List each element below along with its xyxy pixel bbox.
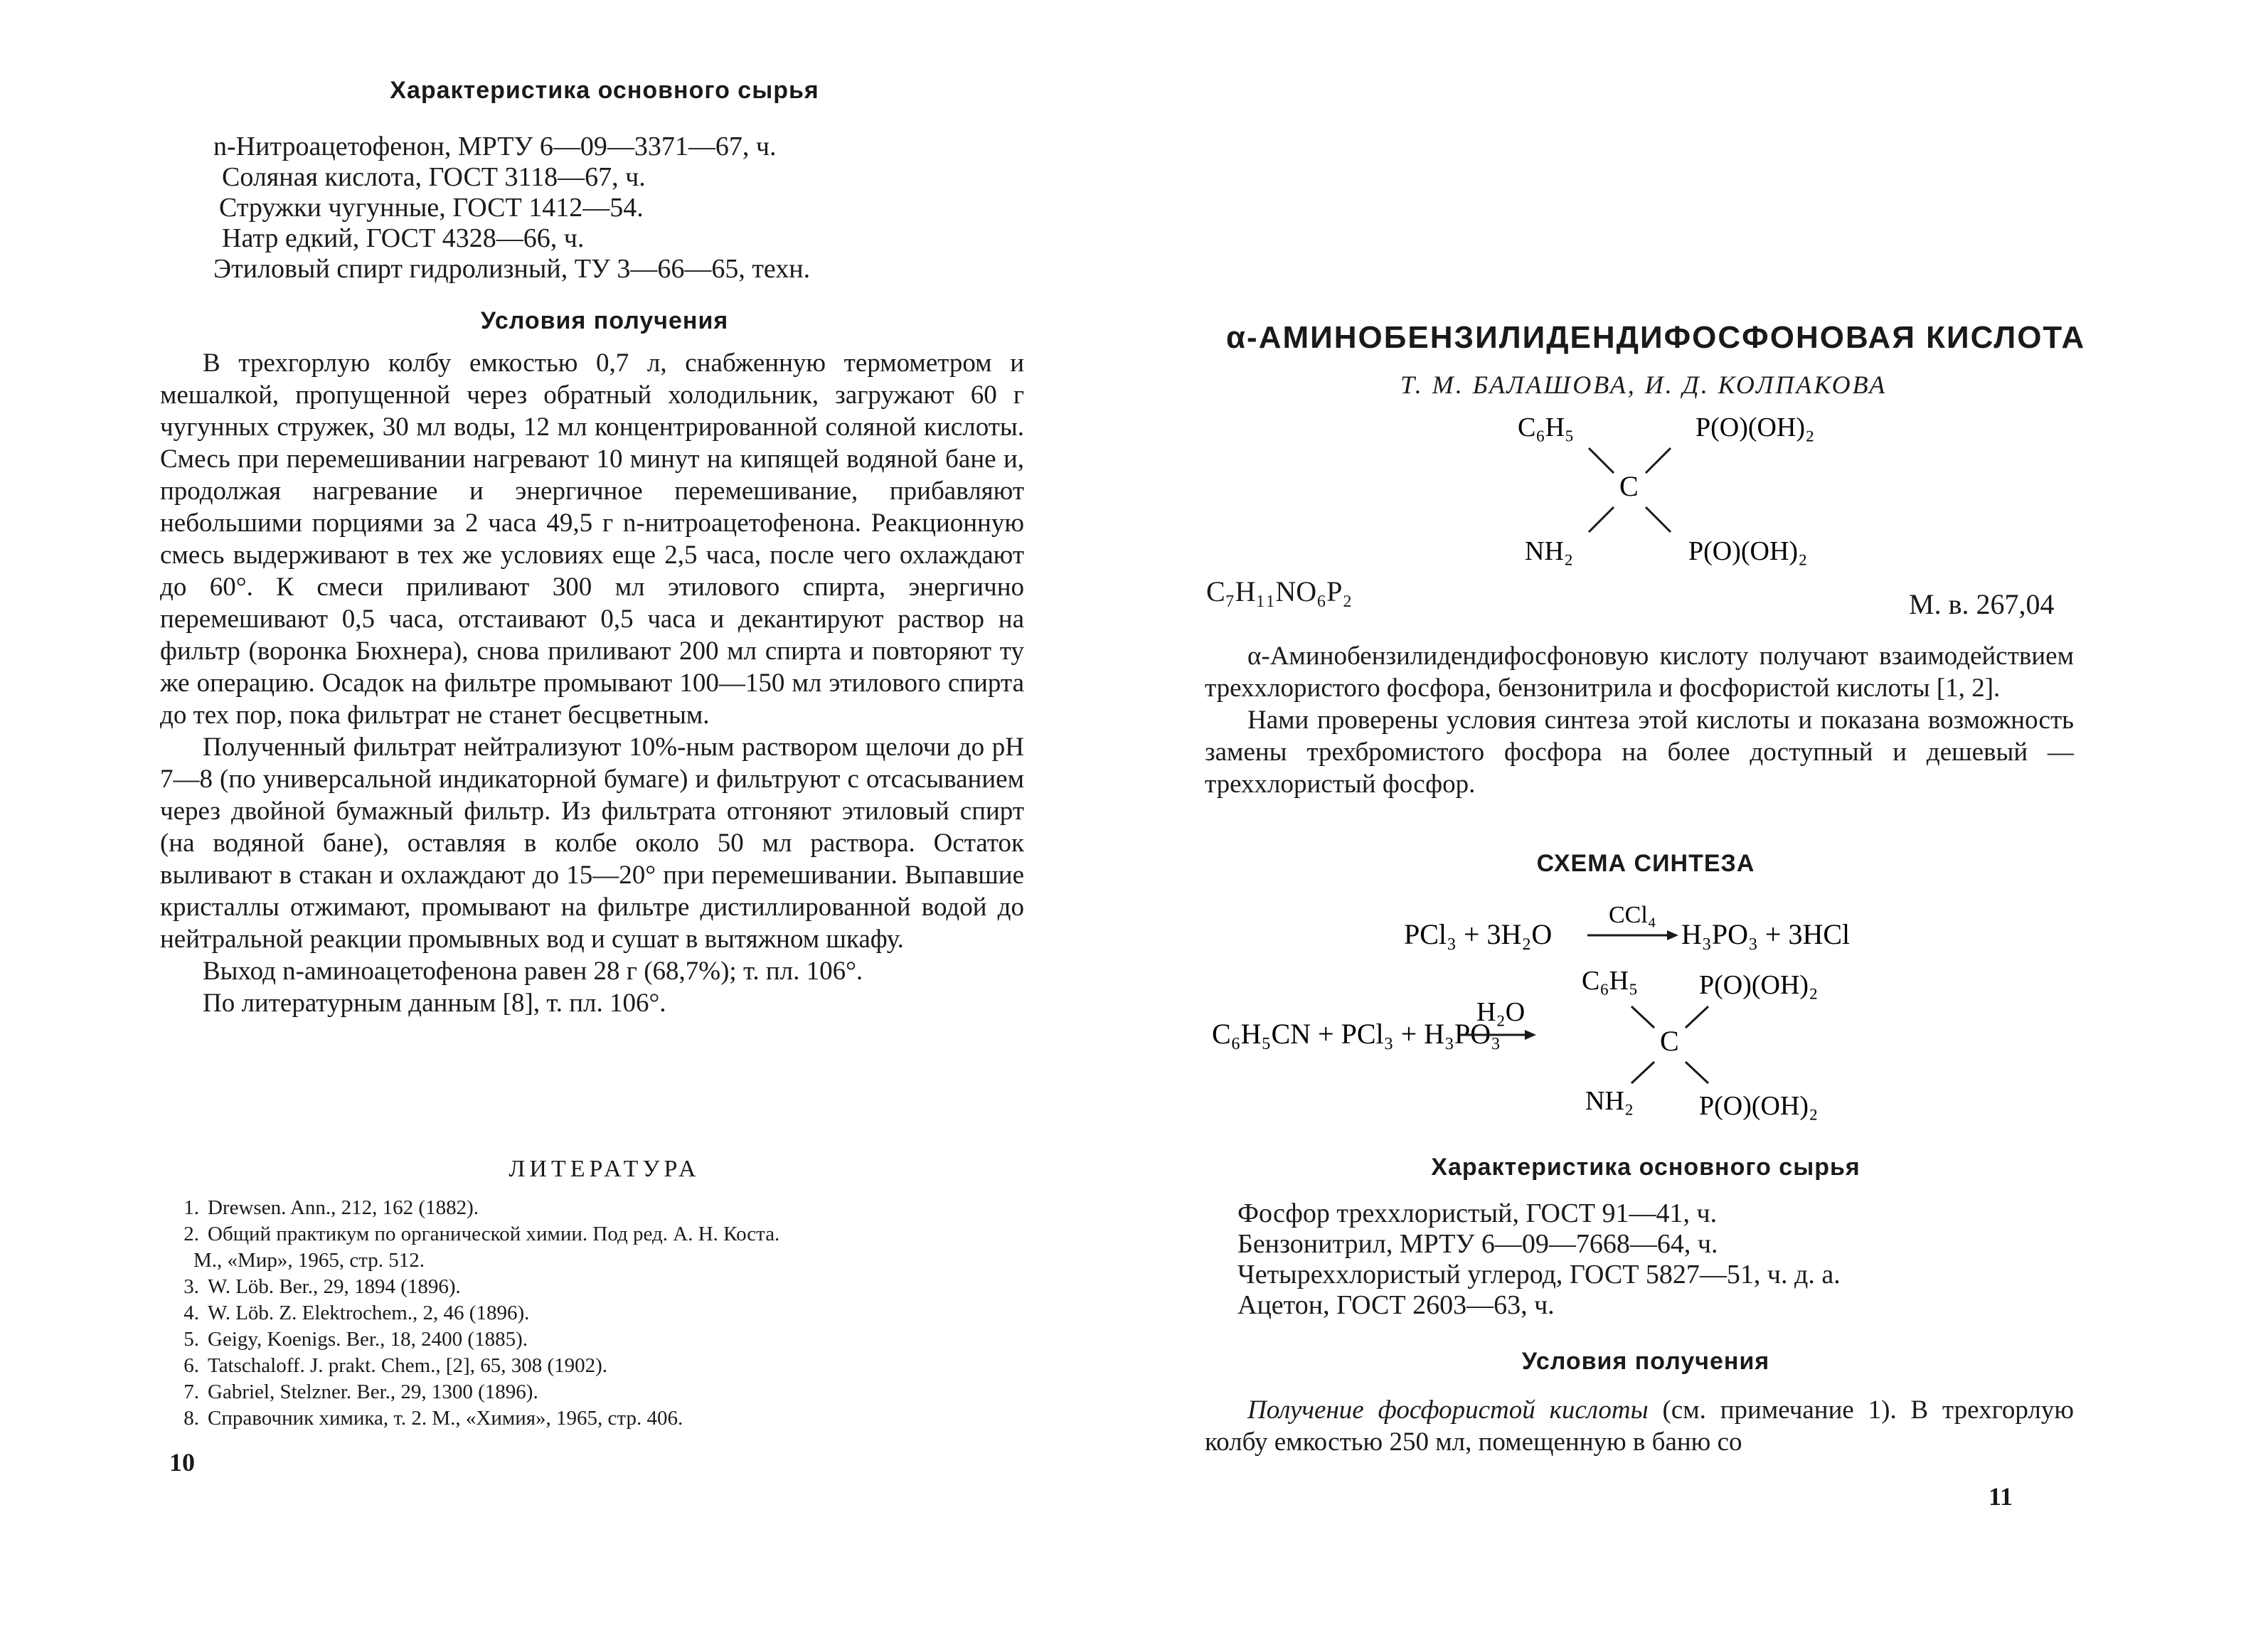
article-title: α-АМИНОБЕНЗИЛИДЕНДИФОСФОНОВАЯ КИСЛОТА [1226, 320, 2086, 355]
eq2-product-top-right: P(O)(OH)₂ [1699, 970, 1819, 1000]
eq1-products: H₃PO₃ + 3HCl [1681, 918, 1851, 950]
references-list [171, 1195, 1060, 1432]
bond-line [1631, 1062, 1654, 1083]
raw-materials-list-left [213, 132, 996, 284]
page-number-left: 10 [169, 1448, 195, 1477]
molecular-weight: М. в. 267,04 [1909, 588, 2055, 620]
page-number-right: 11 [1989, 1482, 2013, 1511]
paragraph: Полученный фильтрат нейтрализуют 10%-ным раствором щелочи до pH 7—8 (по универсальной индикаторной бумаге) и фильтруют с отсасыванием через двойной бумажный фильтр. Из фильтрата отгоняют этиловый спирт (на водяной бане), оставляя в колбе около 50 мл раствора. Остаток выливают в стакан и охлаждают до 15—20° при перемешивании. Выпавшие кристаллы отжимают, промывают на фильтре дистиллированной водой до нейтральной реакции промывных вод и сушат в вытяжном шкафу. [160, 733, 1024, 954]
paragraph: Выход n-аминоацетофенона равен 28 г (68,7%); т. пл. 106°. [203, 957, 863, 986]
bond-line [1589, 448, 1614, 473]
article-authors: Т. М. БАЛАШОВА, И. Д. КОЛПАКОВА [1400, 371, 1888, 399]
body-text-right-top [1205, 640, 2074, 800]
literature-heading: ЛИТЕРАТУРА [509, 1156, 701, 1182]
raw-materials-list-right [1237, 1198, 2091, 1321]
raw-material-item: Фосфор треххлористый, ГОСТ 91—41, ч. [1237, 1198, 1718, 1228]
reference-item: М., «Мир», 1965, стр. 512. [193, 1249, 425, 1272]
paragraph: По литературным данным [8], т. пл. 106°. [203, 989, 666, 1018]
paragraph: α-Аминобензилидендифосфоновую кислоту получают взаимодействием треххлористого фосфора, бензонитрила и фосфористой кислоты [1, 2]. [1205, 642, 2074, 703]
molecular-formula: C₇H₁₁NO₆P₂ [1206, 575, 1353, 607]
arrow-head [1525, 1030, 1536, 1040]
eq1-reactants: PCl₃ + 3H₂O [1404, 918, 1553, 950]
eq2-product-top-left: C₆H₅ [1582, 966, 1639, 996]
eq2-product-bottom-right: P(O)(OH)₂ [1699, 1091, 1819, 1121]
eq2-reagent: H₂O [1476, 997, 1526, 1027]
body-text-left [160, 347, 1024, 1019]
structure-bottom-left: NH₂ [1525, 536, 1574, 566]
raw-material-item: Стружки чугунные, ГОСТ 1412—54. [219, 193, 644, 223]
reaction-equation-2 [1205, 957, 2129, 1134]
raw-materials-heading-left: Характеристика основного сырья [390, 77, 819, 104]
eq2-product-bottom-left: NH₂ [1585, 1086, 1634, 1116]
paragraph: Нами проверены условия синтеза этой кислоты и показана возможность замены трехбромистого фосфора на более доступный и дешевый — треххлористый фосфор. [1205, 706, 2074, 799]
eq2-reactants: C₆H₅CN + PCl₃ + H₃PO₃ [1212, 1018, 1501, 1050]
paragraph: В трехгорлую колбу емкостью 0,7 л, снабженную термометром и мешалкой, пропущенной через обратный холодильник, загружают 60 г чугунных стружек, 30 мл воды, 12 мл концентрированной соляной кислоты. Смесь при перемешивании нагревают 10 минут на кипящей водяной бане и, продолжая нагревание и энергичное перемешивание, прибавляют небольшими порциями за 2 часа 49,5 г n-нитроацетофенона. Реакционную смесь выдерживают в тех же условиях еще 2,5 часа, после чего охлаждают до 60°. К смеси приливают 300 мл этилового спирта, энергично перемешивают 0,5 часа, отстаивают 0,5 часа и декантируют раствор на фильтр (воронка Бюхнера), снова приливают 200 мл спирта и повторяют ту же операцию. Осадок на фильтре промывают 100—150 мл этилового спирта до тех пор, пока фильтрат не станет бесцветным. [160, 349, 1024, 730]
reference-item: 3. W. Löb. Ber., 29, 1894 (1896). [183, 1275, 461, 1298]
reference-item: 7. Gabriel, Stelzner. Ber., 29, 1300 (1896). [183, 1381, 538, 1403]
right-page [1134, 0, 2268, 1638]
raw-material-item: Ацетон, ГОСТ 2603—63, ч. [1237, 1290, 1555, 1320]
reference-item: 6. Tatschaloff. J. prakt. Chem., [2], 65, 308 (1902). [183, 1354, 608, 1377]
eq2-product-center: C [1660, 1025, 1679, 1057]
raw-material-item: n-Нитроацетофенон, МРТУ 6—09—3371—67, ч. [213, 132, 777, 161]
arrow-head [1667, 930, 1678, 940]
conditions-heading-left: Условия получения [480, 307, 729, 334]
eq1-catalyst: CCl₄ [1609, 902, 1656, 928]
structural-formula [1454, 402, 1952, 573]
reference-item: 2. Общий практикум по органической химии. Под ред. А. Н. Коста. [183, 1223, 780, 1245]
paragraph [1205, 1394, 2074, 1458]
bond-line [1646, 507, 1671, 532]
structure-top-right: P(O)(OH)₂ [1695, 413, 1815, 442]
reference-item: 1. Drewsen. Ann., 212, 162 (1882). [183, 1196, 479, 1219]
raw-material-item: Бензонитрил, МРТУ 6—09—7668—64, ч. [1237, 1229, 1718, 1259]
bond-line [1646, 448, 1671, 473]
bond-line [1686, 1062, 1708, 1083]
reaction-equation-1 [1397, 893, 1966, 957]
raw-material-item: Четыреххлористый углерод, ГОСТ 5827—51, ч. д. а. [1237, 1260, 1841, 1289]
synthesis-scheme-heading: СХЕМА СИНТЕЗА [1536, 850, 1755, 877]
bond-line [1631, 1006, 1654, 1028]
bond-line [1686, 1006, 1708, 1028]
raw-material-item: Натр едкий, ГОСТ 4328—66, ч. [222, 223, 585, 253]
reference-item: 4. W. Löb. Z. Elektrochem., 2, 46 (1896). [183, 1302, 530, 1324]
raw-material-item: Этиловый спирт гидролизный, ТУ 3—66—65, техн. [213, 254, 811, 284]
structure-top-left: C₆H₅ [1518, 413, 1575, 442]
reference-item: 8. Справочник химика, т. 2. М., «Химия», 1965, стр. 406. [183, 1407, 683, 1430]
raw-material-item: Соляная кислота, ГОСТ 3118—67, ч. [222, 162, 646, 192]
paragraph-italic-lead: Получение фосфористой кислоты [1247, 1395, 1649, 1425]
conditions-heading-right: Условия получения [1521, 1348, 1770, 1375]
reference-item: 5. Geigy, Koenigs. Ber., 18, 2400 (1885). [183, 1328, 528, 1351]
bond-line [1589, 507, 1614, 532]
paragraph-rest: (см. примечание 1). В трехгорлую колбу емкостью 250 мл, помещенную в баню со [1205, 1395, 2074, 1457]
raw-materials-heading-right: Характеристика основного сырья [1431, 1154, 1860, 1181]
structure-center: C [1619, 470, 1639, 502]
structure-bottom-right: P(O)(OH)₂ [1688, 536, 1808, 566]
